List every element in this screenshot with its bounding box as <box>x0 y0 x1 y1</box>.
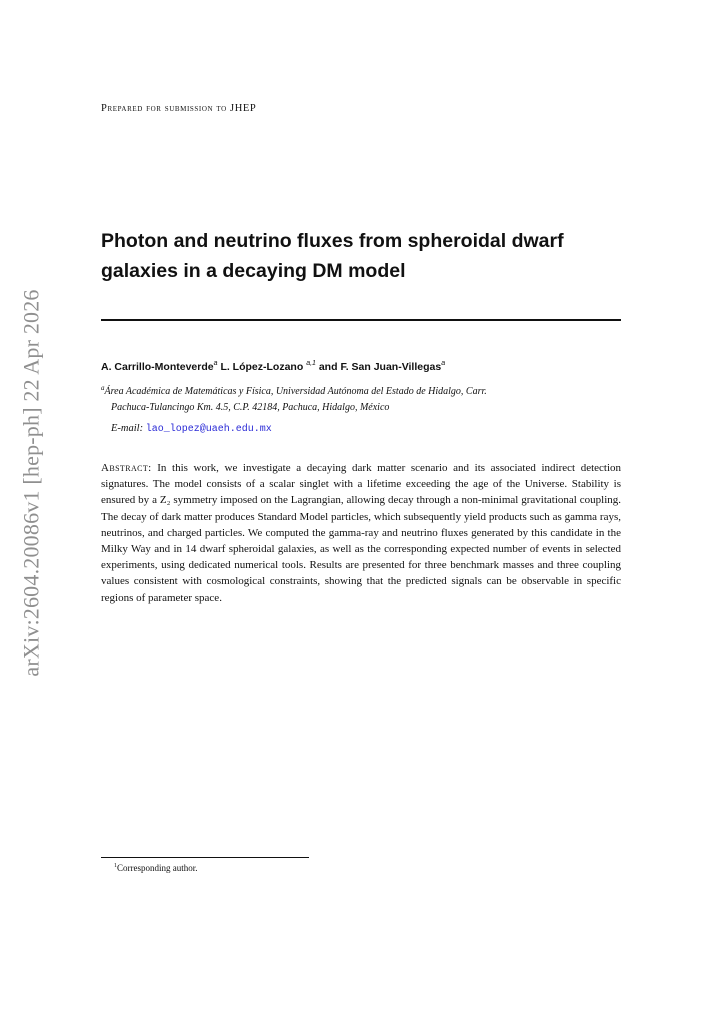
affiliation-mark: a <box>101 384 105 392</box>
author-affiliation-mark: a <box>441 360 446 367</box>
affiliation-line-1: Área Académica de Matemáticas y Física, Universidad Autónoma del Estado de Hidalgo, Carr. <box>104 386 487 397</box>
author-name: L. López-Lozano <box>220 361 304 373</box>
arxiv-identifier-text: arXiv:2604.20086v1 [hep-ph] 22 Apr 2026 <box>19 288 44 677</box>
affiliation-line-2: Pachuca-Tulancingo Km. 4.5, C.P. 42184, Pachuca, Hidalgo, México <box>111 402 390 413</box>
footnote-divider <box>101 857 309 858</box>
author-affiliation-mark: a,1 <box>306 360 316 367</box>
email-link[interactable]: lao_lopez@uaeh.edu.mx <box>145 424 272 435</box>
author-separator: and <box>315 361 341 373</box>
footnote-mark: 1 <box>114 863 117 869</box>
author-affiliation-mark: a <box>213 360 218 367</box>
title-divider <box>101 319 621 321</box>
abstract-label: Abstract: <box>101 462 152 474</box>
contact-email <box>111 423 272 435</box>
author-name: A. Carrillo-Monteverde <box>101 361 214 373</box>
submission-note: Prepared for submission to JHEP <box>101 103 257 114</box>
affiliation <box>101 380 621 416</box>
abstract-text: In this work, we investigate a decaying dark matter scenario and its associated indirect detection signatures. The model consists of a scalar singlet with a lifetime exceeding the age of the Universe. Stability is ensured by a Z₂ symmetry imposed on the Lagrangian, allowing decay through a non-minimal gravitational coupling. The decay of dark matter produces Standard Model particles, which subsequently yield products such as gamma rays, neutrinos, and charged particles. We computed the gamma-ray and neutrino fluxes generated by this candidate in the Milky Way and in 14 dwarf spheroidal galaxies, as well as the corresponding expected number of events in selected experiments, using dedicated numerical tools. Results are presented for three benchmark masses and three coupling values consistent with cosmological constraints, showing that the predicted signals can be observable in specific regions of parameter space. <box>101 462 622 604</box>
author-name: F. San Juan-Villegas <box>340 361 442 373</box>
arxiv-identifier-stamp <box>17 288 47 677</box>
email-label: E-mail: <box>111 423 144 434</box>
author-list <box>101 360 641 373</box>
abstract <box>101 460 621 606</box>
paper-title: Photon and neutrino fluxes from spheroidal dwarf galaxies in a decaying DM model <box>101 230 564 282</box>
footnote <box>114 863 198 873</box>
footnote-text: Corresponding author. <box>117 863 198 873</box>
